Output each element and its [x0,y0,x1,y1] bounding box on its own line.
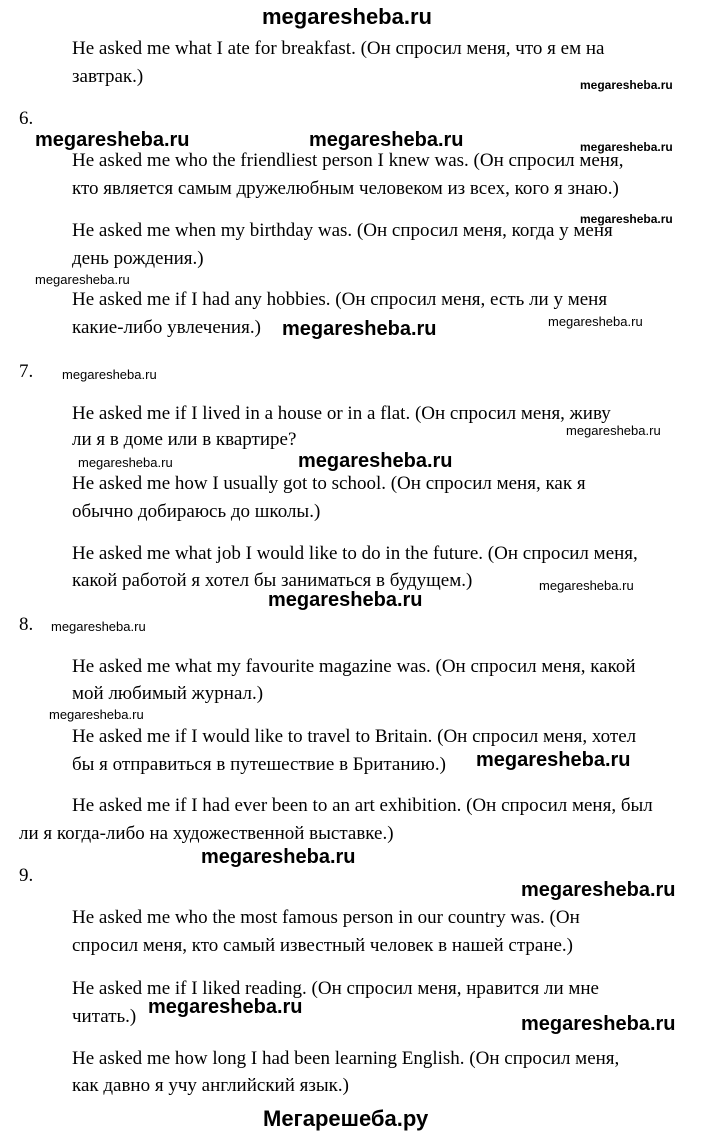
watermark-link[interactable]: megaresheba.ru [548,314,643,329]
sentence-line: He asked me if I would like to travel to Britain. (Он спросил меня, хотел [72,726,637,747]
watermark-link[interactable]: megaresheba.ru [35,272,130,287]
sentence-line: He asked me what my favourite magazine was. (Он спросил меня, какой [72,656,636,677]
sentence-line: обычно добираюсь до школы.) [72,501,321,522]
watermark-link[interactable]: megaresheba.ru [566,423,661,438]
sentence-line: ли я в доме или в квартире? [72,429,297,450]
watermark-link[interactable]: megaresheba.ru [201,846,356,868]
sentence-line: завтрак.) [72,66,144,87]
exercise-number: 6. [19,108,34,129]
watermark-link[interactable]: megaresheba.ru [148,996,303,1018]
sentence-line: день рождения.) [72,248,204,269]
watermark-link[interactable]: megaresheba.ru [35,129,190,151]
exercise-number: 8. [19,614,34,635]
sentence-line: He asked me who the friendliest person I knew was. (Он спросил меня, [72,150,624,171]
sentence-line: какие-либо увлечения.) [72,317,261,338]
sentence-line: He asked me how long I had been learning English. (Он спросил меня, [72,1048,620,1069]
sentence-line: мой любимый журнал.) [72,683,264,704]
watermark-link[interactable]: megaresheba.ru [62,367,157,382]
sentence-line: какой работой я хотел бы заниматься в будущем.) [72,570,473,591]
watermark-link[interactable]: megaresheba.ru [580,140,673,154]
sentence-line: читать.) [72,1006,137,1027]
sentence-line: бы я отправиться в путешествие в Британию.) [72,754,446,775]
sentence-line: кто является самым дружелюбным человеком из всех, кого я знаю.) [72,178,619,199]
sentence-line: ли я когда-либо на художественной выставке.) [19,823,394,844]
sentence-line: He asked me what I ate for breakfast. (Он спросил меня, что я ем на [72,38,605,59]
sentence-line: He asked me if I had any hobbies. (Он спросил меня, есть ли у меня [72,289,608,310]
exercise-number: 7. [19,361,34,382]
watermark-link[interactable]: megaresheba.ru [268,589,423,611]
watermark-link[interactable]: megaresheba.ru [282,318,437,340]
watermark-link[interactable]: megaresheba.ru [539,578,634,593]
sentence-line: He asked me what job I would like to do in the future. (Он спросил меня, [72,543,638,564]
watermark-link[interactable]: megaresheba.ru [580,212,673,226]
exercise-number: 9. [19,865,34,886]
sentence-line: He asked me if I liked reading. (Он спросил меня, нравится ли мне [72,978,599,999]
sentence-line: He asked me if I lived in a house or in a flat. (Он спросил меня, живу [72,403,611,424]
watermark-link[interactable]: megaresheba.ru [309,129,464,151]
sentence-line: спросил меня, кто самый известный человек в нашей стране.) [72,935,574,956]
watermark-link[interactable]: megaresheba.ru [521,1013,676,1035]
watermark-link[interactable]: megaresheba.ru [78,455,173,470]
watermark-link[interactable]: megaresheba.ru [521,879,676,901]
watermark-link[interactable]: megaresheba.ru [476,749,631,771]
page-title[interactable]: megaresheba.ru [262,4,432,29]
watermark-link[interactable]: megaresheba.ru [51,619,146,634]
sentence-line: He asked me if I had ever been to an art exhibition. (Он спросил меня, был [72,795,653,816]
watermark-link[interactable]: megaresheba.ru [580,78,673,92]
watermark-link[interactable]: megaresheba.ru [49,707,144,722]
sentence-line: He asked me how I usually got to school. (Он спросил меня, как я [72,473,586,494]
watermark-link[interactable]: megaresheba.ru [298,450,453,472]
sentence-line: He asked me when my birthday was. (Он спросил меня, когда у меня [72,220,613,241]
sentence-line: как давно я учу английский язык.) [72,1075,349,1096]
sentence-line: He asked me who the most famous person in our country was. (Он [72,907,580,928]
footer-site-name[interactable]: Мегарешеба.ру [263,1106,429,1131]
